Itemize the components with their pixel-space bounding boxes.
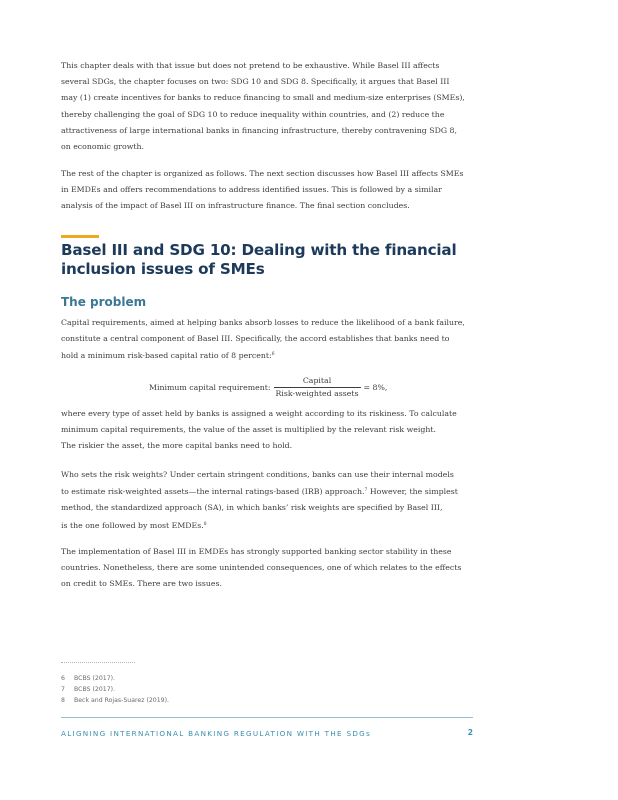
section-heading: Basel III and SDG 10: Dealing with the financial inclusion issues of SMEs — [61, 241, 457, 278]
formula-result: = 8%, — [363, 382, 388, 392]
footnote-ref-7: 7 — [364, 488, 368, 494]
risk-weights-question-paragraph: Who sets the risk weights? Under certain stringent conditions, banks can use their internal models to estimate risk-weighted assets—the internal ratings-based (IRB) approach.$^7$ However, the simplest method, the standardized approach (SA), in which banks’ risk weights are specified by Basel III, is the one followed by most EMDEs.$^8$ — [61, 470, 458, 530]
formula-denominator: Risk-weighted assets — [275, 388, 359, 398]
subsection-heading: The problem — [61, 295, 147, 309]
footnote-item: 6 BCBS (2017). — [61, 675, 116, 682]
organization-paragraph: The rest of the chapter is organized as follows. The next section discusses how Basel III affects SMEs in EMDEs and offers recommendations to address identified issues. This is followed by a similar analysis of the impact of Basel III on infrastructure finance. The final section concludes. — [61, 169, 464, 211]
footer-divider — [61, 717, 473, 718]
risk-weight-paragraph: where every type of asset held by banks is assigned a weight according to its riskiness. To calculate minimum capital requirements, the value of the asset is multiplied by the relevant risk weight. The riskier the asset, the more capital banks need to hold. — [61, 409, 457, 451]
capital-formula — [149, 374, 387, 400]
footnote-ref-6: 6 — [271, 352, 275, 358]
footnote-divider — [61, 662, 135, 663]
capital-requirements-paragraph: Capital requirements, aimed at helping banks absorb losses to reduce the likelihood of a bank failure, constitute a central component of Basel III. Specifically, the accord establishes that banks need to hold a minimum risk-based capital ratio of 8 percent:$^6$ — [61, 318, 465, 361]
footnote-ref-8: 8 — [203, 521, 207, 527]
footer-title: ALIGNING INTERNATIONAL BANKING REGULATION WITH THE SDGs — [61, 729, 372, 738]
footnotes — [61, 673, 169, 706]
heading-accent-bar — [61, 235, 99, 238]
footnote-item: 7 BCBS (2017). — [61, 686, 116, 693]
page-number: 2 — [467, 728, 473, 737]
implementation-paragraph: The implementation of Basel III in EMDEs has strongly supported banking sector stability in these countries. Nonetheless, there are some unintended consequences, one of which relates to the effects on credit to SMEs. There are two issues. — [61, 547, 462, 589]
footnote-item: 8 Beck and Rojas-Suarez (2019). — [61, 697, 169, 704]
formula-fraction — [274, 376, 361, 399]
intro-paragraph: This chapter deals with that issue but does not pretend to be exhaustive. While Basel III affects several SDGs, the chapter focuses on two: SDG 10 and SDG 8. Specifically, it argues that Basel III may (1) create incentives for banks to reduce financing to small and medium-size enterprises (SMEs), thereby challenging the goal of SDG 10 to reduce inequality within countries, and (2) reduce the attractiveness of large international banks in financing infrastructure, thereby contravening SDG 8, on economic growth. — [61, 61, 465, 152]
document-page — [61, 0, 473, 800]
formula-label: Minimum capital requirement: — [149, 382, 271, 392]
formula-numerator: Capital — [302, 375, 332, 385]
